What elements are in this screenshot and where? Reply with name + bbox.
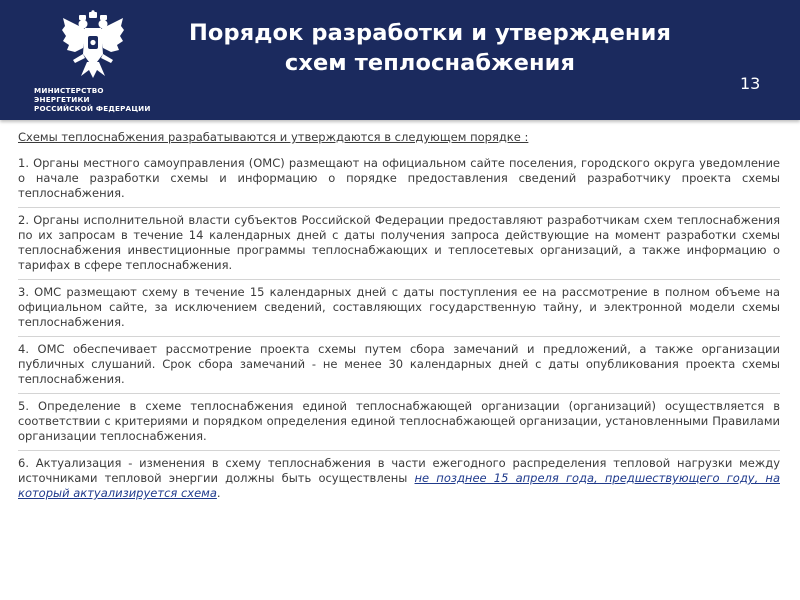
paragraph-6-text: 6. Актуализация - изменения в схему теплоснабжения в части ежегодного распределения тепловой нагрузки между источниками тепловой энергии должны быть осуществлены [18,456,780,485]
ministry-name-line-1: МИНИСТЕРСТВО ЭНЕРГЕТИКИ [34,86,104,104]
paragraph-5: 5. Определение в схеме теплоснабжения единой теплоснабжающей организации (организаций) осуществляется в соответствии с критериями и порядком определения единой теплоснабжающей организации, установленными Правилами организации теплоснабжения. [18,393,780,450]
paragraph-6 [18,450,780,507]
slide-title-line-1: Порядок разработки и утверждения [189,20,671,46]
slide-title [175,18,685,78]
paragraph-1: 1. Органы местного самоуправления (ОМС) размещают на официальном сайте поселения, городского округа уведомление о начале разработки схемы и информацию о порядке предоставления сведений разработчику проекта схемы теплоснабжения. [18,156,780,200]
ministry-name [28,86,158,113]
double-headed-eagle-emblem-icon [61,10,125,80]
slide-content [18,130,780,507]
ministry-name-line-2: РОССИЙСКОЙ ФЕДЕРАЦИИ [34,104,151,113]
paragraph-4: 4. ОМС обеспечивает рассмотрение проекта схемы путем сбора замечаний и предложений, а также организации публичных слушаний. Срок сбора замечаний - не менее 30 календарных дней с даты опубликования проекта схемы теплоснабжения. [18,336,780,393]
page-number: 13 [740,74,761,93]
slide-header [0,0,800,120]
paragraph-3: 3. ОМС размещают схему в течение 15 календарных дней с даты поступления ее на рассмотрение в полном объеме на официальном сайте, за исключением сведений, составляющих государственную тайну, и электронной модели схемы теплоснабжения. [18,279,780,336]
intro-text: Схемы теплоснабжения разрабатываются и утверждаются в следующем порядке : [18,130,529,144]
paragraph-2: 2. Органы исполнительной власти субъектов Российской Федерации предоставляют разработчикам схем теплоснабжения по их запросам в течение 14 календарных дней с даты получения запроса действующие на момент разработки схемы теплоснабжения инвестиционные программы теплоснабжающих и теплосетевых организаций, а также информацию о тарифах в сфере теплоснабжения. [18,207,780,279]
slide-title-line-2: схем теплоснабжения [284,50,576,76]
ministry-logo [28,10,158,113]
paragraph-6-end: . [216,486,221,500]
deadline-highlight: не позднее 15 апреля года, предшествующего году, на который актуализируется схема [18,471,780,500]
